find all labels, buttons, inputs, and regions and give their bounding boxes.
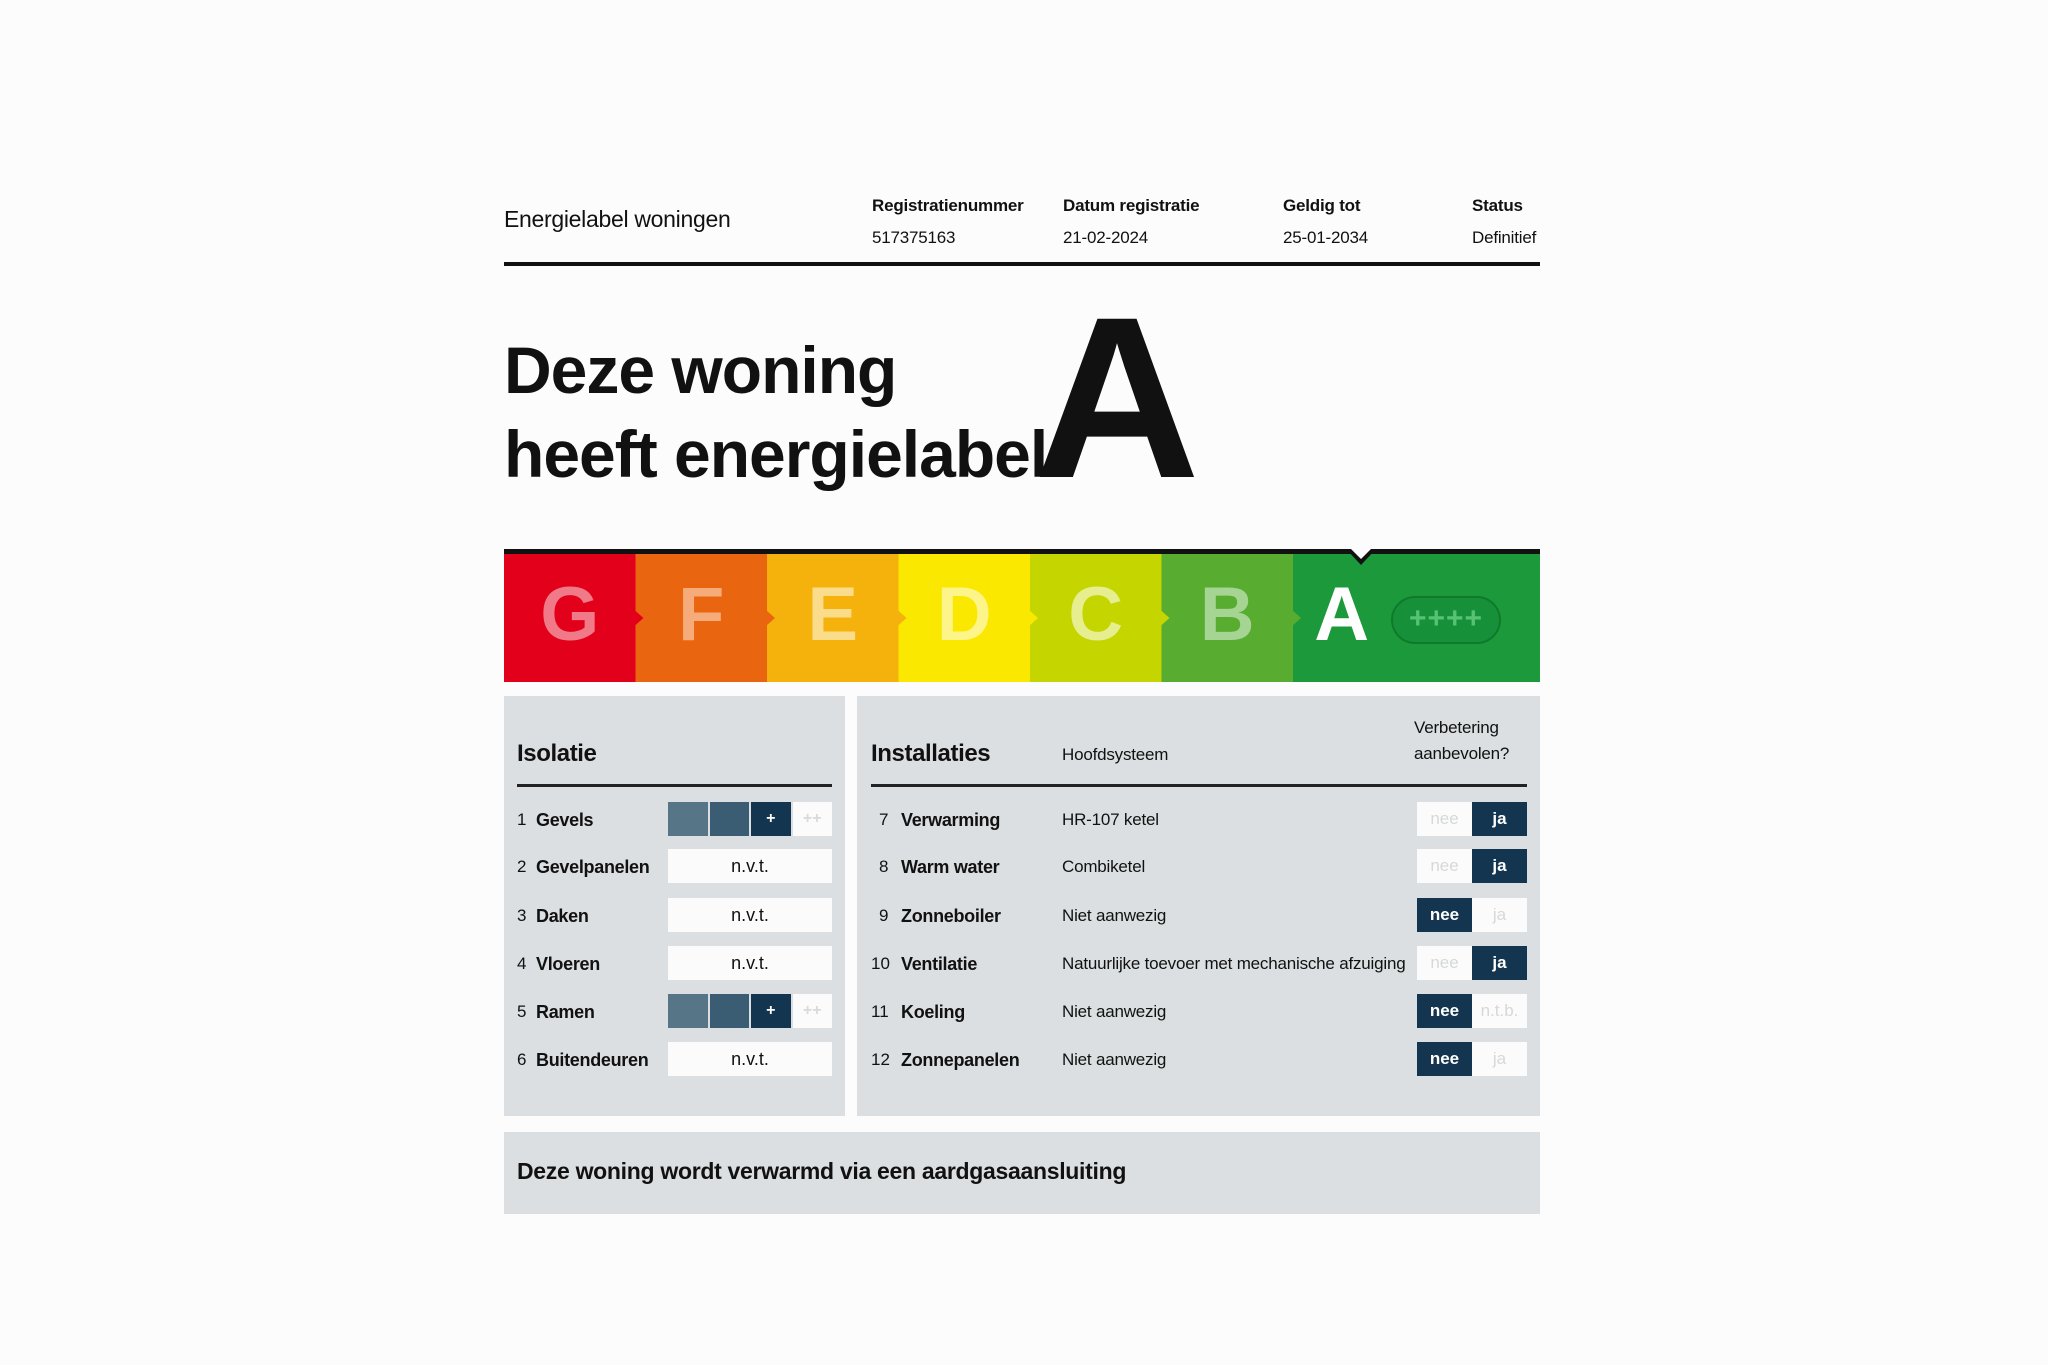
answer-ja: n.t.b. (1472, 994, 1527, 1028)
energy-scale-bar (504, 549, 1540, 682)
column-header-verbetering: Verbetering (1414, 718, 1499, 737)
row-number: 3 (517, 906, 527, 925)
scale-letter-b: B (1199, 572, 1255, 657)
installatie-row (857, 802, 1540, 836)
row-label: Zonnepanelen (901, 1050, 1020, 1070)
row-number: 6 (517, 1050, 527, 1069)
isolatie-row (504, 994, 845, 1028)
headline-line-2: heeft energielabel (504, 417, 1048, 491)
row-label: Koeling (901, 1002, 965, 1022)
plus-rating-text: ++++ (1408, 602, 1484, 635)
row-number: 12 (871, 1050, 890, 1069)
meta-value: Definitief (1472, 228, 1537, 247)
installatie-row (857, 849, 1540, 883)
scale-letter-a: A (1314, 572, 1370, 657)
column-header-hoofdsysteem: Hoofdsysteem (1062, 745, 1169, 764)
level-segment (668, 802, 708, 836)
not-applicable-box: n.v.t. (668, 946, 832, 980)
level-segment (710, 994, 750, 1028)
installatie-row (857, 946, 1540, 980)
scale-letter-g: G (540, 572, 600, 657)
isolatie-title: Isolatie (517, 740, 597, 767)
headline (504, 328, 1047, 496)
meta-key: Datum registratie (1063, 196, 1200, 215)
row-number: 5 (517, 1002, 527, 1021)
main-system: Niet aanwezig (1062, 906, 1167, 925)
row-number: 10 (871, 954, 890, 973)
row-label: Gevelpanelen (536, 857, 650, 877)
answer-nee: nee (1417, 994, 1472, 1028)
level-segment: + (751, 994, 791, 1028)
meta-key: Registratienummer (872, 196, 1024, 215)
improvement-recommended (1417, 849, 1527, 883)
not-applicable-box: n.v.t. (668, 849, 832, 883)
row-label: Verwarming (901, 810, 1001, 830)
row-number: 11 (871, 1002, 889, 1021)
row-label: Warm water (901, 857, 1000, 877)
level-segment: ++ (793, 994, 833, 1028)
answer-ja: ja (1472, 898, 1527, 932)
installatie-row (857, 994, 1540, 1028)
row-label: Buitendeuren (536, 1050, 649, 1070)
meta-registratienummer (872, 196, 1024, 248)
heating-note: Deze woning wordt verwarmd via een aardgasaansluiting (517, 1158, 1127, 1184)
answer-ja: ja (1472, 946, 1527, 980)
row-number: 9 (879, 906, 889, 925)
answer-nee: nee (1417, 946, 1472, 980)
improvement-recommended (1417, 898, 1527, 932)
column-header-aanbevolen: aanbevolen? (1414, 744, 1510, 763)
scale-letter-e: E (807, 572, 859, 657)
level-segment: + (751, 802, 791, 836)
answer-ja: ja (1472, 802, 1527, 836)
scale-letter-d: D (936, 572, 992, 657)
document-title: Energielabel woningen (504, 206, 731, 232)
energy-label-letter: A (1034, 269, 1201, 526)
installaties-panel (857, 696, 1540, 1116)
meta-key: Status (1472, 196, 1523, 215)
row-label: Daken (536, 906, 589, 926)
improvement-recommended (1417, 1042, 1527, 1076)
installaties-divider (871, 784, 1527, 787)
improvement-recommended (1417, 802, 1527, 836)
installaties-title: Installaties (871, 740, 991, 767)
meta-status (1472, 196, 1536, 248)
isolatie-row (504, 802, 845, 836)
row-label: Zonneboiler (901, 906, 1001, 926)
scale-letter-f: F (678, 572, 725, 657)
isolatie-row (504, 946, 845, 980)
answer-nee: nee (1417, 898, 1472, 932)
row-number: 2 (517, 857, 527, 876)
isolatie-panel (504, 696, 845, 1116)
answer-ja: ja (1472, 1042, 1527, 1076)
main-system: HR-107 ketel (1062, 810, 1159, 829)
meta-value: 517375163 (872, 228, 956, 247)
answer-nee: nee (1417, 802, 1472, 836)
row-number: 4 (517, 954, 527, 973)
scale-letter-c: C (1068, 572, 1124, 657)
energy-label-document (504, 0, 1540, 1365)
level-segment (710, 802, 750, 836)
meta-geldig-tot (1283, 196, 1368, 248)
isolatie-row (504, 849, 845, 883)
row-number: 1 (517, 810, 527, 829)
row-label: Ventilatie (901, 954, 978, 974)
scale-top-line (504, 549, 1540, 554)
main-system: Natuurlijke toevoer met mechanische afzuiging (1062, 954, 1406, 973)
improvement-recommended (1417, 994, 1527, 1028)
meta-datum-registratie (1063, 196, 1199, 248)
row-label: Gevels (536, 810, 594, 830)
level-segment (668, 994, 708, 1028)
answer-nee: nee (1417, 1042, 1472, 1076)
row-label: Ramen (536, 1002, 595, 1022)
main-system: Niet aanwezig (1062, 1050, 1167, 1069)
headline-line-1: Deze woning (504, 333, 897, 407)
not-applicable-box: n.v.t. (668, 1042, 832, 1076)
meta-value: 21-02-2024 (1063, 228, 1148, 247)
not-applicable-box: n.v.t. (668, 898, 832, 932)
installatie-row (857, 898, 1540, 932)
isolatie-row (504, 898, 845, 932)
row-number: 7 (879, 810, 889, 829)
energy-scale (504, 549, 1540, 682)
isolatie-divider (517, 784, 832, 787)
meta-value: 25-01-2034 (1283, 228, 1368, 247)
heating-note-panel (504, 1132, 1540, 1214)
insulation-level-bar (668, 994, 832, 1028)
meta-key: Geldig tot (1283, 196, 1361, 215)
insulation-level-bar (668, 802, 832, 836)
answer-ja: ja (1472, 849, 1527, 883)
main-system: Combiketel (1062, 857, 1146, 876)
improvement-recommended (1417, 946, 1527, 980)
level-segment: ++ (793, 802, 833, 836)
header (504, 190, 1540, 266)
main-system: Niet aanwezig (1062, 1002, 1167, 1021)
answer-nee: nee (1417, 849, 1472, 883)
isolatie-row (504, 1042, 845, 1076)
row-label: Vloeren (536, 954, 600, 974)
row-number: 8 (879, 857, 889, 876)
installatie-row (857, 1042, 1540, 1076)
